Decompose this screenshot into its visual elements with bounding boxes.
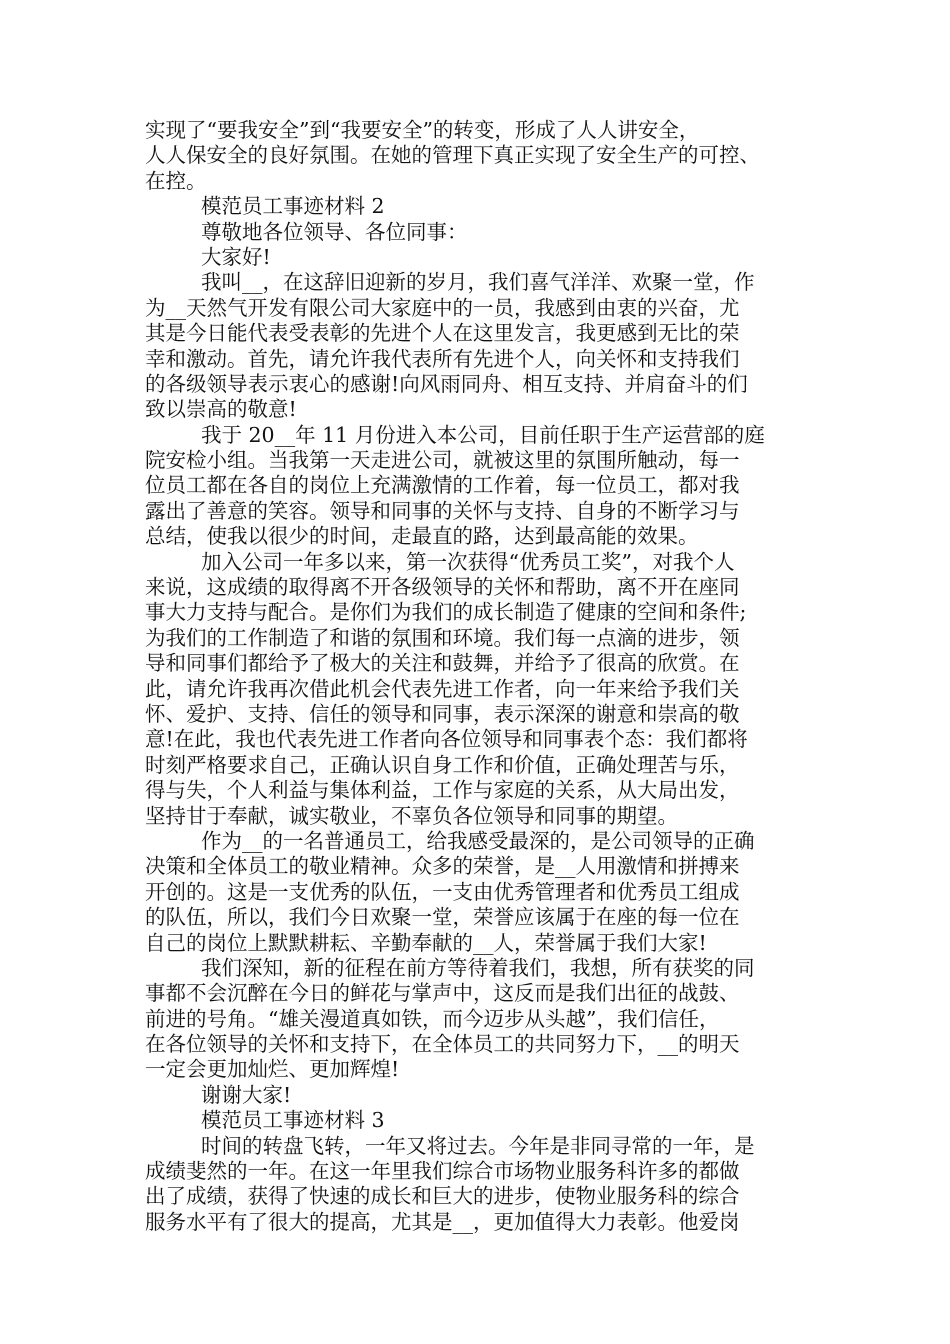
text-line: 幸和激动。首先，请允许我代表所有先进个人，向关怀和支持我们 <box>145 346 740 371</box>
text-line: 怀、爱护、支持、信任的领导和同事，表示深深的谢意和崇高的敬 <box>145 701 740 726</box>
text-line: 作为__的一名普通员工，给我感受最深的，是公司领导的正确 <box>201 828 755 853</box>
text-line: 前进的号角。“雄关漫道真如铁，而今迈步从头越”，我们信任， <box>145 1006 720 1031</box>
text-line: 院安检小组。当我第一天走进公司，就被这里的氛围所触动，每一 <box>145 448 740 473</box>
text-line: 我们深知，新的征程在前方等待着我们，我想，所有获奖的同 <box>201 955 755 980</box>
text-line: 尊敬地各位领导、各位同事： <box>201 219 468 244</box>
text-line: 开创的。这是一支优秀的队伍，一支由优秀管理者和优秀员工组成 <box>145 879 740 904</box>
text-line: 决策和全体员工的敬业精神。众多的荣誉，是__人用激情和拼搏来 <box>145 854 740 879</box>
text-line: 成绩斐然的一年。在这一年里我们综合市场物业服务科许多的都做 <box>145 1159 740 1184</box>
text-line: 加入公司一年多以来，第一次获得“优秀员工奖”，对我个人 <box>201 549 735 574</box>
text-line: 自己的岗位上默默耕耘、辛勤奉献的__人，荣誉属于我们大家! <box>145 930 707 955</box>
text-line: 此，请允许我再次借此机会代表先进工作者，向一年来给予我们关 <box>145 676 740 701</box>
text-line: 一定会更加灿烂、更加辉煌! <box>145 1057 400 1082</box>
text-line: 的队伍，所以，我们今日欢聚一堂，荣誉应该属于在座的每一位在 <box>145 905 740 930</box>
text-line: 的各级领导表示衷心的感谢!向风雨同舟、相互支持、并肩奋斗的们 <box>145 371 748 396</box>
text-line: 我于 20__年 11 月份进入本公司，目前任职于生产运营部的庭 <box>201 422 765 447</box>
text-line: 为__天然气开发有限公司大家庭中的一员，我感到由衷的兴奋，尤 <box>145 295 740 320</box>
text-line: 致以崇高的敬意! <box>145 397 297 422</box>
text-line: 服务水平有了很大的提高，尤其是__，更加值得大力表彰。他爱岗 <box>145 1209 740 1234</box>
text-line: 露出了善意的笑容。领导和同事的关怀与支持、自身的不断学习与 <box>145 498 740 523</box>
text-line: 坚持甘于奉献，诚实敬业，不辜负各位领导和同事的期望。 <box>145 803 678 828</box>
text-line: 总结，使我以很少的时间，走最直的路，达到最高能的效果。 <box>145 524 699 549</box>
text-line: 在各位领导的关怀和支持下，在全体员工的共同努力下，__的明天 <box>145 1032 740 1057</box>
text-line: 大家好! <box>201 244 271 269</box>
text-line: 人人保安全的良好氛围。在她的管理下真正实现了安全生产的可控、 <box>145 143 760 168</box>
text-line: 实现了“要我安全”到“我要安全”的转变，形成了人人讲安全， <box>145 118 700 142</box>
text-line: 在控。 <box>145 168 207 193</box>
text-line: 位员工都在各自的岗位上充满激情的工作着，每一位员工，都对我 <box>145 473 740 498</box>
text-line: 导和同事们都给予了极大的关注和鼓舞，并给予了很高的欣赏。在 <box>145 651 740 676</box>
text-line: 来说，这成绩的取得离不开各级领导的关怀和帮助，离不开在座同 <box>145 575 740 600</box>
text-line: 事都不会沉醉在今日的鲜花与掌声中，这反而是我们出征的战鼓、 <box>145 981 740 1006</box>
text-line: 得与失，个人利益与集体利益，工作与家庭的关系，从大局出发， <box>145 778 740 803</box>
text-line: 出了成绩，获得了快速的成长和巨大的进步，使物业服务科的综合 <box>145 1184 740 1209</box>
text-line: 时间的转盘飞转，一年又将过去。今年是非同寻常的一年，是 <box>201 1133 755 1158</box>
text-line: 为我们的工作制造了和谐的氛围和环境。我们每一点滴的进步，领 <box>145 625 740 650</box>
text-line: 意!在此，我也代表先进工作者向各位领导和同事表个态：我们都将 <box>145 727 748 752</box>
text-line: 事大力支持与配合。是你们为我们的成长制造了健康的空间和条件; <box>145 600 747 625</box>
text-line: 谢谢大家! <box>201 1082 292 1107</box>
text-line: 模范员工事迹材料 2 <box>201 194 385 219</box>
text-line: 时刻严格要求自己，正确认识自身工作和价值，正确处理苦与乐， <box>145 752 740 777</box>
text-line: 其是今日能代表受表彰的先进个人在这里发言，我更感到无比的荣 <box>145 321 740 346</box>
document-body <box>145 118 810 1235</box>
text-line: 我叫__，在这辞旧迎新的岁月，我们喜气洋洋、欢聚一堂，作 <box>201 270 755 295</box>
text-line: 模范员工事迹材料 3 <box>201 1108 385 1133</box>
